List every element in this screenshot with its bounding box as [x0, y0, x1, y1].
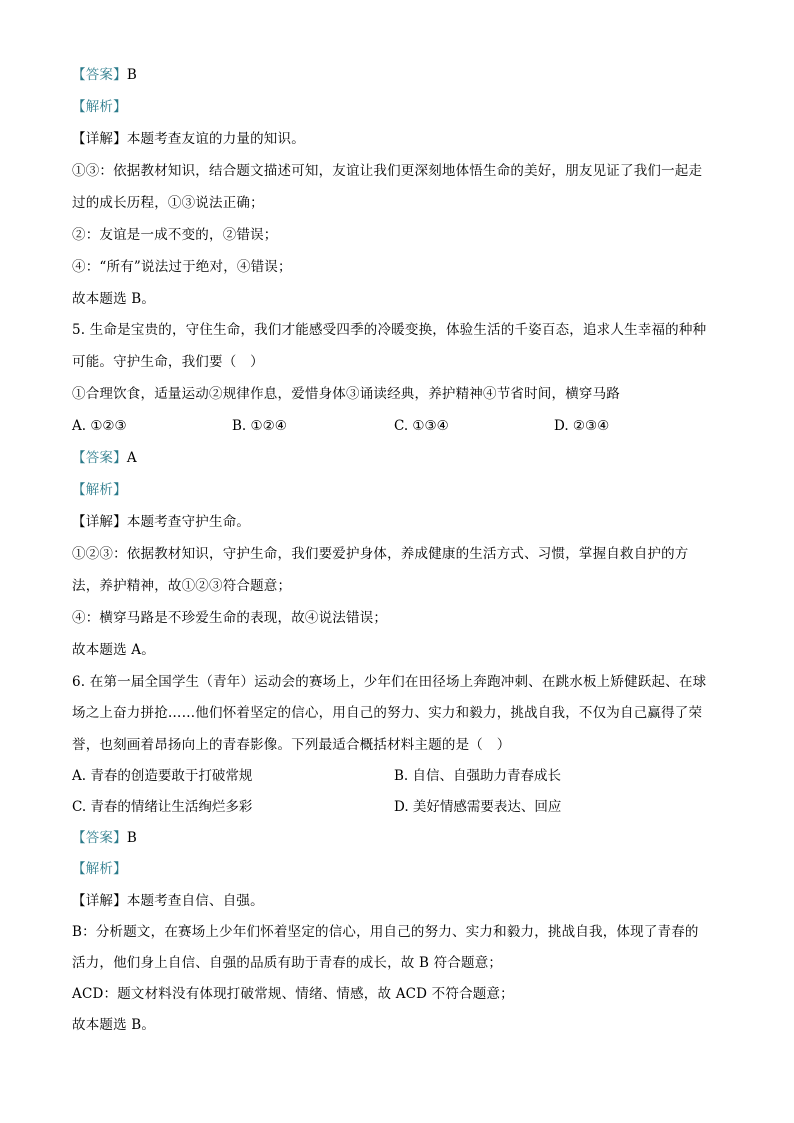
detail-tag: 【详解】 — [72, 893, 127, 909]
option-a: A. 青春的创造要敢于打破常规 — [72, 768, 253, 784]
explanation-line: B：分析题文，在赛场上少年们怀着坚定的信心，用自己的努力、实力和毅力，挑战自我，体现了青春的 — [72, 924, 699, 940]
detail-text: 本题考查守护生命。 — [126, 514, 251, 530]
answer-line — [72, 828, 732, 848]
option-b: B. 自信、自强助力青春成长 — [394, 768, 562, 784]
explanation-line: 过的成长历程，①③说法正确； — [72, 195, 264, 211]
detail-tag: 【详解】 — [72, 514, 127, 530]
detail-tag: 【详解】 — [72, 131, 127, 147]
question-items: ①合理饮食，适量运动②规律作息，爱惜身体③诵读经典，养护精神④节省时间，横穿马路 — [72, 386, 620, 402]
explanation-line: ②：友谊是一成不变的，②错误； — [72, 227, 278, 243]
detail-text: 本题考查自信、自强。 — [126, 893, 264, 909]
answer-tag: 【答案】 — [72, 450, 127, 466]
answer-value: A — [126, 450, 137, 466]
explanation-line: ACD：题文材料没有体现打破常规、情绪、情感，故 ACD 不符合题意； — [72, 986, 514, 1002]
option-a: A. ①②③ — [72, 418, 127, 434]
answer-value: B — [126, 830, 137, 846]
conclusion-line: 故本题选 B。 — [72, 291, 156, 307]
answer-line — [72, 448, 732, 468]
analysis-tag: 【解析】 — [72, 861, 127, 877]
analysis-tag: 【解析】 — [72, 99, 127, 115]
detail-line — [72, 512, 732, 532]
answer-line — [72, 65, 732, 85]
explanation-line: ①③：依据教材知识，结合题文描述可知，友谊让我们更深刻地体悟生命的美好，朋友见证了我们一起走 — [72, 163, 703, 179]
question-stem: 誉，也刻画着昂扬向上的青春影像。下列最适合概括材料主题的是（ ） — [72, 737, 511, 753]
explanation-line: 法，养护精神，故①②③符合题意； — [72, 578, 292, 594]
detail-text: 本题考查友谊的力量的知识。 — [126, 131, 305, 147]
answer-tag: 【答案】 — [72, 830, 127, 846]
option-c: C. 青春的情绪让生活绚烂多彩 — [72, 799, 253, 815]
question-stem: 场之上奋力拼抢……他们怀着坚定的信心，用自己的努力、实力和毅力，挑战自我，不仅为自己赢得了荣 — [72, 705, 703, 721]
question-stem: 可能。守护生命，我们要（ ） — [72, 354, 264, 370]
option-d: D. ②③④ — [554, 418, 610, 434]
detail-line — [72, 129, 732, 149]
option-d: D. 美好情感需要表达、回应 — [394, 799, 562, 815]
answer-tag: 【答案】 — [72, 67, 127, 83]
question-stem: 5. 生命是宝贵的，守住生命，我们才能感受四季的冷暖变换，体验生活的千姿百态，追求人生幸福的种种 — [72, 322, 707, 338]
option-c: C. ①③④ — [394, 418, 449, 434]
answer-value: B — [126, 67, 137, 83]
question-stem: 6. 在第一届全国学生（青年）运动会的赛场上，少年们在田径场上奔跑冲刺、在跳水板上矫健跃起、在球 — [72, 674, 707, 690]
analysis-tag: 【解析】 — [72, 482, 127, 498]
detail-line — [72, 891, 732, 911]
explanation-line: ④：横穿马路是不珍爱生命的表现，故④说法错误； — [72, 610, 388, 626]
option-b: B. ①②④ — [232, 418, 287, 434]
explanation-line: ④：“所有”说法过于绝对，④错误； — [72, 259, 292, 275]
conclusion-line: 故本题选 B。 — [72, 1017, 156, 1033]
explanation-line: ①②③：依据教材知识，守护生命，我们要爱护身体，养成健康的生活方式、习惯，掌握自救自护的方 — [72, 546, 689, 562]
explanation-line: 活力，他们身上自信、自强的品质有助于青春的成长，故 B 符合题意； — [72, 955, 503, 971]
conclusion-line: 故本题选 A。 — [72, 642, 155, 658]
